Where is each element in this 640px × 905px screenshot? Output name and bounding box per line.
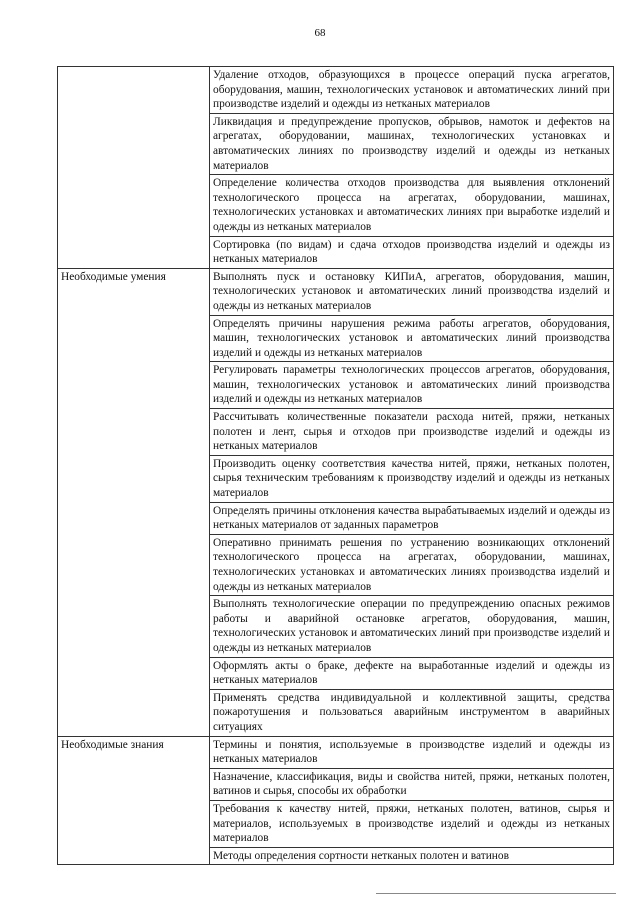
table-row [58,736,614,768]
section-label [58,67,210,269]
section-label: Необходимые знания [58,736,210,865]
requirement-text: Определять причины нарушения режима работы агрегатов, оборудования, машин, технологических установок и автоматических линий производства изделий и одежды из нетканых материалов [210,315,614,362]
requirement-text: Оперативно принимать решения по устранению возникающих отклонений технологического процесса на агрегатах, оборудовании, машинах, технологических установках и автоматических линиях производства изделий и одежды из нетканых материалов [210,534,614,595]
requirement-text: Ликвидация и предупреждение пропусков, обрывов, намоток и дефектов на агрегатах, оборудовании, машинах, технологических установках и автоматических линиях по производству изделий и одежды из нетканых материалов [210,113,614,174]
requirement-text: Производить оценку соответствия качества нитей, пряжи, нетканых полотен, сырья техническим требованиям к производству изделий и одежды из нетканых материалов [210,455,614,502]
requirement-text: Сортировка (по видам) и сдача отходов производства изделий и одежды из нетканых материалов [210,236,614,268]
requirement-text: Методы определения сортности нетканых полотен и ватинов [210,847,614,865]
requirement-text: Требования к качеству нитей, пряжи, нетканых полотен, ватинов, сырья и материалов, используемых в производстве изделий и одежды из нетканых материалов [210,800,614,847]
section-label: Необходимые умения [58,268,210,736]
bottom-rule [376,893,616,894]
requirement-text: Оформлять акты о браке, дефекте на выработанные изделий и одежды из нетканых материалов [210,657,614,689]
requirement-text: Назначение, классификация, виды и свойства нитей, пряжи, нетканых полотен, ватинов и сырья, способы их обработки [210,768,614,800]
requirement-text: Рассчитывать количественные показатели расхода нитей, пряжи, нетканых полотен и лент, сырья и отходов при производстве изделий и одежды из нетканых материалов [210,409,614,456]
requirement-text: Применять средства индивидуальной и коллективной защиты, средства пожаротушения и пользоваться аварийным инструментом в аварийных ситуациях [210,689,614,736]
requirement-text: Определение количества отходов производства для выявления отклонений технологического процесса на агрегатах, оборудовании, машинах, технологических установках и автоматических линиях при выработке изделий и одежды из нетканых материалов [210,175,614,236]
requirement-text: Выполнять пуск и остановку КИПиА, агрегатов, оборудования, машин, технологических установок и автоматических линий производства изделий и одежды из нетканых материалов [210,268,614,315]
table-row [58,67,614,114]
requirements-table [57,66,614,865]
requirement-text: Удаление отходов, образующихся в процессе операций пуска агрегатов, оборудования, машин, технологических установок и автоматических линий при производстве изделий и одежды из нетканых материалов [210,67,614,114]
table-row [58,268,614,315]
requirement-text: Выполнять технологические операции по предупреждению опасных режимов работы и аварийной остановке агрегатов, оборудования, машин, технологических установок и автоматических линий при производстве изделий и одежды из нетканых материалов [210,596,614,657]
requirements-table-body [58,67,614,865]
requirement-text: Регулировать параметры технологических процессов агрегатов, оборудования, машин, технологических установок и автоматических линий производства изделий и одежды из нетканых материалов [210,362,614,409]
requirement-text: Термины и понятия, используемые в производстве изделий и одежды из нетканых материалов [210,736,614,768]
page-number: 68 [314,27,326,39]
requirement-text: Определять причины отклонения качества вырабатываемых изделий и одежды из нетканых материалов от заданных параметров [210,502,614,534]
